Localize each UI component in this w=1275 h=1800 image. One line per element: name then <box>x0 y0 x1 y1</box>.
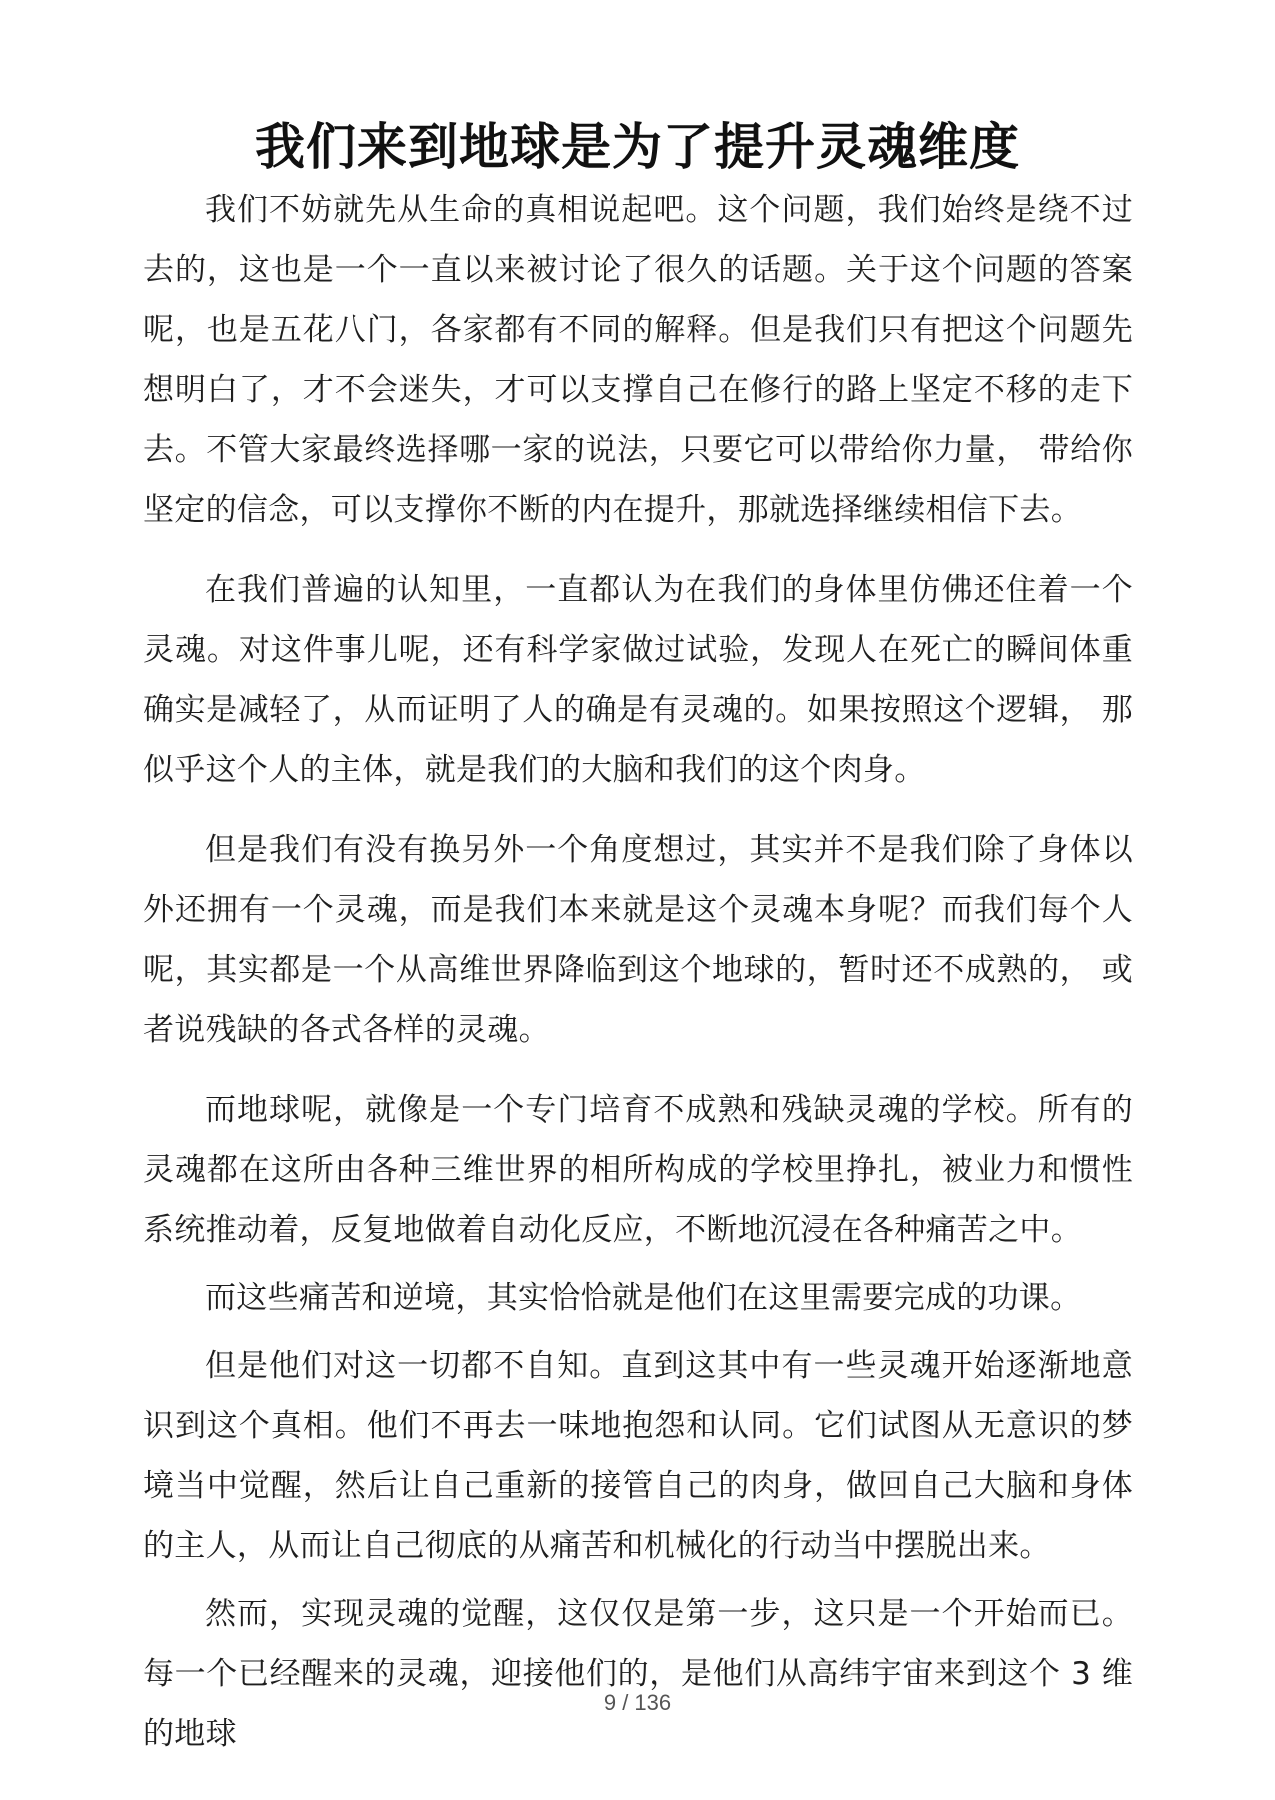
paragraph-6: 但是他们对这一切都不自知。直到这其中有一些灵魂开始逐渐地意识到这个真相。他们不再去一味地抱怨和认同。它们试图从无意识的梦境当中觉醒，然后让自己重新的接管自己的肉身，做回自己大脑和身体的主人，从而让自己彻底的从痛苦和机械化的行动当中摆脱出来。 <box>143 1348 1133 1564</box>
paragraph-1: 我们不妨就先从生命的真相说起吧。这个问题，我们始终是绕不过去的，这也是一个一直以来被讨论了很久的话题。关于这个问题的答案呢，也是五花八门，各家都有不同的解释。但是我们只有把这个问题先想明白了，才不会迷失，才可以支撑自己在修行的路上坚定不移的走下去。不管大家最终选择哪一家的说法，只要它可以带给你力量， 带给你坚定的信念，可以支撑你不断的内在提升，那就选择继续相信下去。 <box>143 192 1133 528</box>
page-number: 9 / 136 <box>603 1690 672 1715</box>
paragraph-2: 在我们普遍的认知里，一直都认为在我们的身体里仿佛还住着一个灵魂。对这件事儿呢，还有科学家做过试验，发现人在死亡的瞬间体重确实是减轻了，从而证明了人的确是有灵魂的。如果按照这个逻辑， 那似乎这个人的主体，就是我们的大脑和我们的这个肉身。 <box>143 572 1133 788</box>
body-text <box>143 180 1133 1764</box>
paragraph-3: 但是我们有没有换另外一个角度想过，其实并不是我们除了身体以外还拥有一个灵魂，而是我们本来就是这个灵魂本身呢？而我们每个人呢，其实都是一个从高维世界降临到这个地球的，暂时还不成熟的， 或者说残缺的各式各样的灵魂。 <box>143 832 1133 1048</box>
paragraph-7: 然而，实现灵魂的觉醒，这仅仅是第一步，这只是一个开始而已。每一个已经醒来的灵魂，迎接他们的，是他们从高纬宇宙来到这个 3 维的地球 <box>143 1596 1133 1752</box>
page-title: 我们来到地球是为了提升灵魂维度 <box>255 118 1020 176</box>
paragraph-5: 而这些痛苦和逆境，其实恰恰就是他们在这里需要完成的功课。 <box>205 1280 1082 1316</box>
paragraph-4: 而地球呢，就像是一个专门培育不成熟和残缺灵魂的学校。所有的灵魂都在这所由各种三维世界的相所构成的学校里挣扎，被业力和惯性系统推动着，反复地做着自动化反应，不断地沉浸在各种痛苦之中。 <box>143 1092 1133 1248</box>
